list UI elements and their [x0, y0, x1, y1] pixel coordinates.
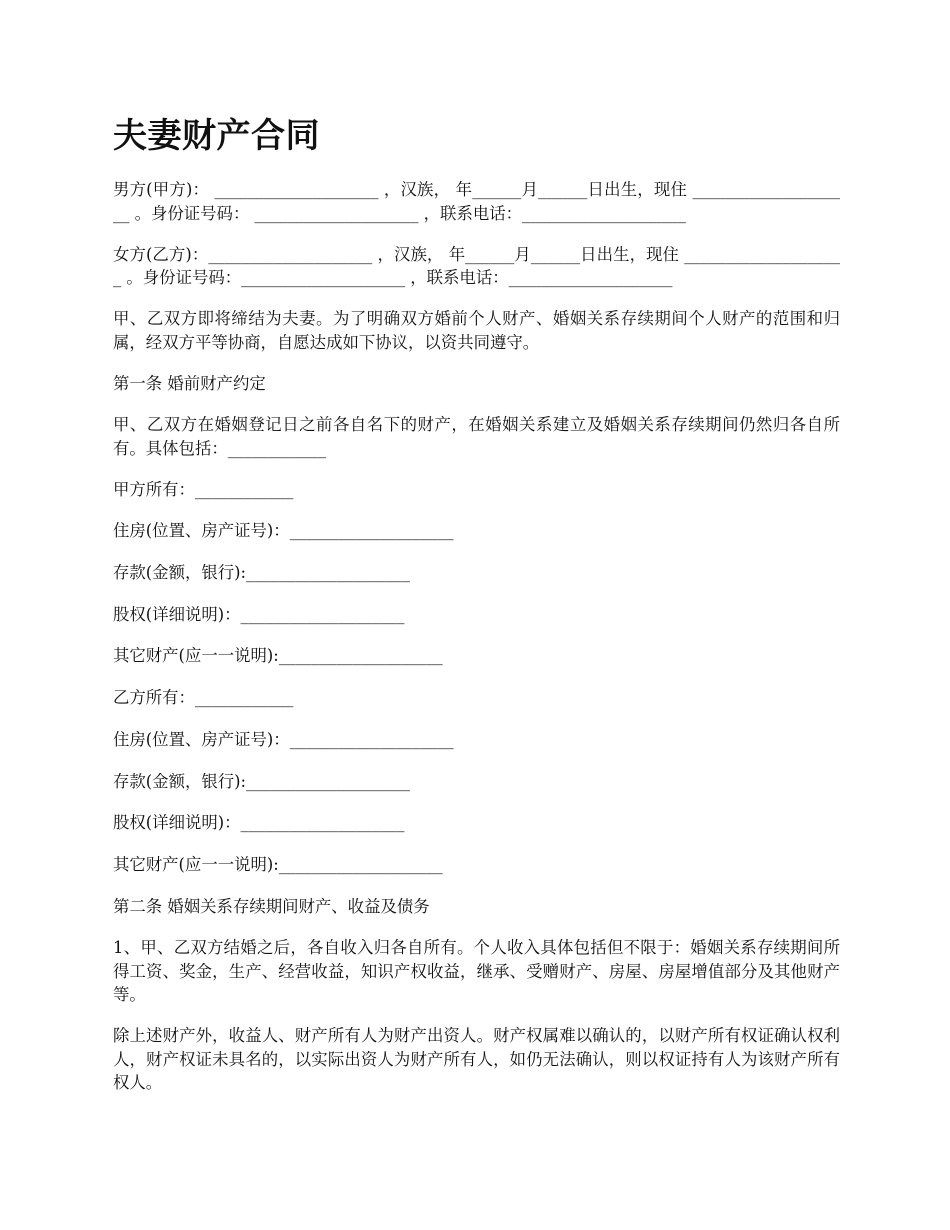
party-b-housing: 住房(位置、房产证号)：____________________ [113, 729, 454, 749]
party-b-heading: 乙方所有：____________ [113, 688, 294, 708]
paragraph-husband-info: 男方(甲方)： ____________________ ，汉族， 年______月______日出生，现住 ____________________ 。身份证号码： ____________________ ，联系电话：____________________ [113, 180, 840, 223]
paragraph-ownership: 除上述财产外，收益人、财产所有人为财产出资人。财产权属难以确认的，以财产所有权证确认权利人，财产权证未具名的，以实际出资人为财产所有人，如仍无法确认，则以权证持有人为该财产所有权人。 [113, 1026, 840, 1093]
section-heading-2: 第二条 婚姻关系存续期间财产、收益及债务 [113, 896, 430, 916]
paragraph-income: 1、甲、乙双方结婚之后，各自收入归各自所有。个人收入具体包括但不限于：婚姻关系存续期间所得工资、奖金，生产、经营收益，知识产权收益，继承、受赠财产、房屋、房屋增值部分及其他财产等。 [113, 938, 840, 1005]
party-a-heading: 甲方所有：____________ [113, 479, 294, 499]
contract-page [113, 112, 840, 1112]
paragraph-preamble: 甲、乙双方即将缔结为夫妻。为了明确双方婚前个人财产、婚姻关系存续期间个人财产的范围和归属，经双方平等协商，自愿达成如下协议，以资共同遵守。 [113, 309, 840, 352]
party-a-other-property: 其它财产(应一一说明):____________________ [113, 646, 443, 666]
document-title: 夫妻财产合同 [113, 116, 320, 156]
section-heading-1: 第一条 婚前财产约定 [113, 373, 266, 393]
party-a-deposits: 存款(金额，银行):____________________ [113, 563, 410, 583]
party-a-equity: 股权(详细说明)：____________________ [113, 604, 405, 624]
party-b-other-property: 其它财产(应一一说明):____________________ [113, 854, 443, 874]
party-b-equity: 股权(详细说明)：____________________ [113, 813, 405, 833]
party-a-housing: 住房(位置、房产证号)：____________________ [113, 521, 454, 541]
paragraph-wife-info: 女方(乙方)：____________________ ，汉族， 年______月______日出生，现住 ____________________ 。身份证号码：____________________ ，联系电话：____________________ [113, 244, 840, 287]
party-b-deposits: 存款(金额，银行):____________________ [113, 771, 410, 791]
paragraph-premarital-property: 甲、乙双方在婚姻登记日之前各自名下的财产，在婚姻关系建立及婚姻关系存续期间仍然归各自所有。具体包括：____________ [113, 415, 840, 458]
